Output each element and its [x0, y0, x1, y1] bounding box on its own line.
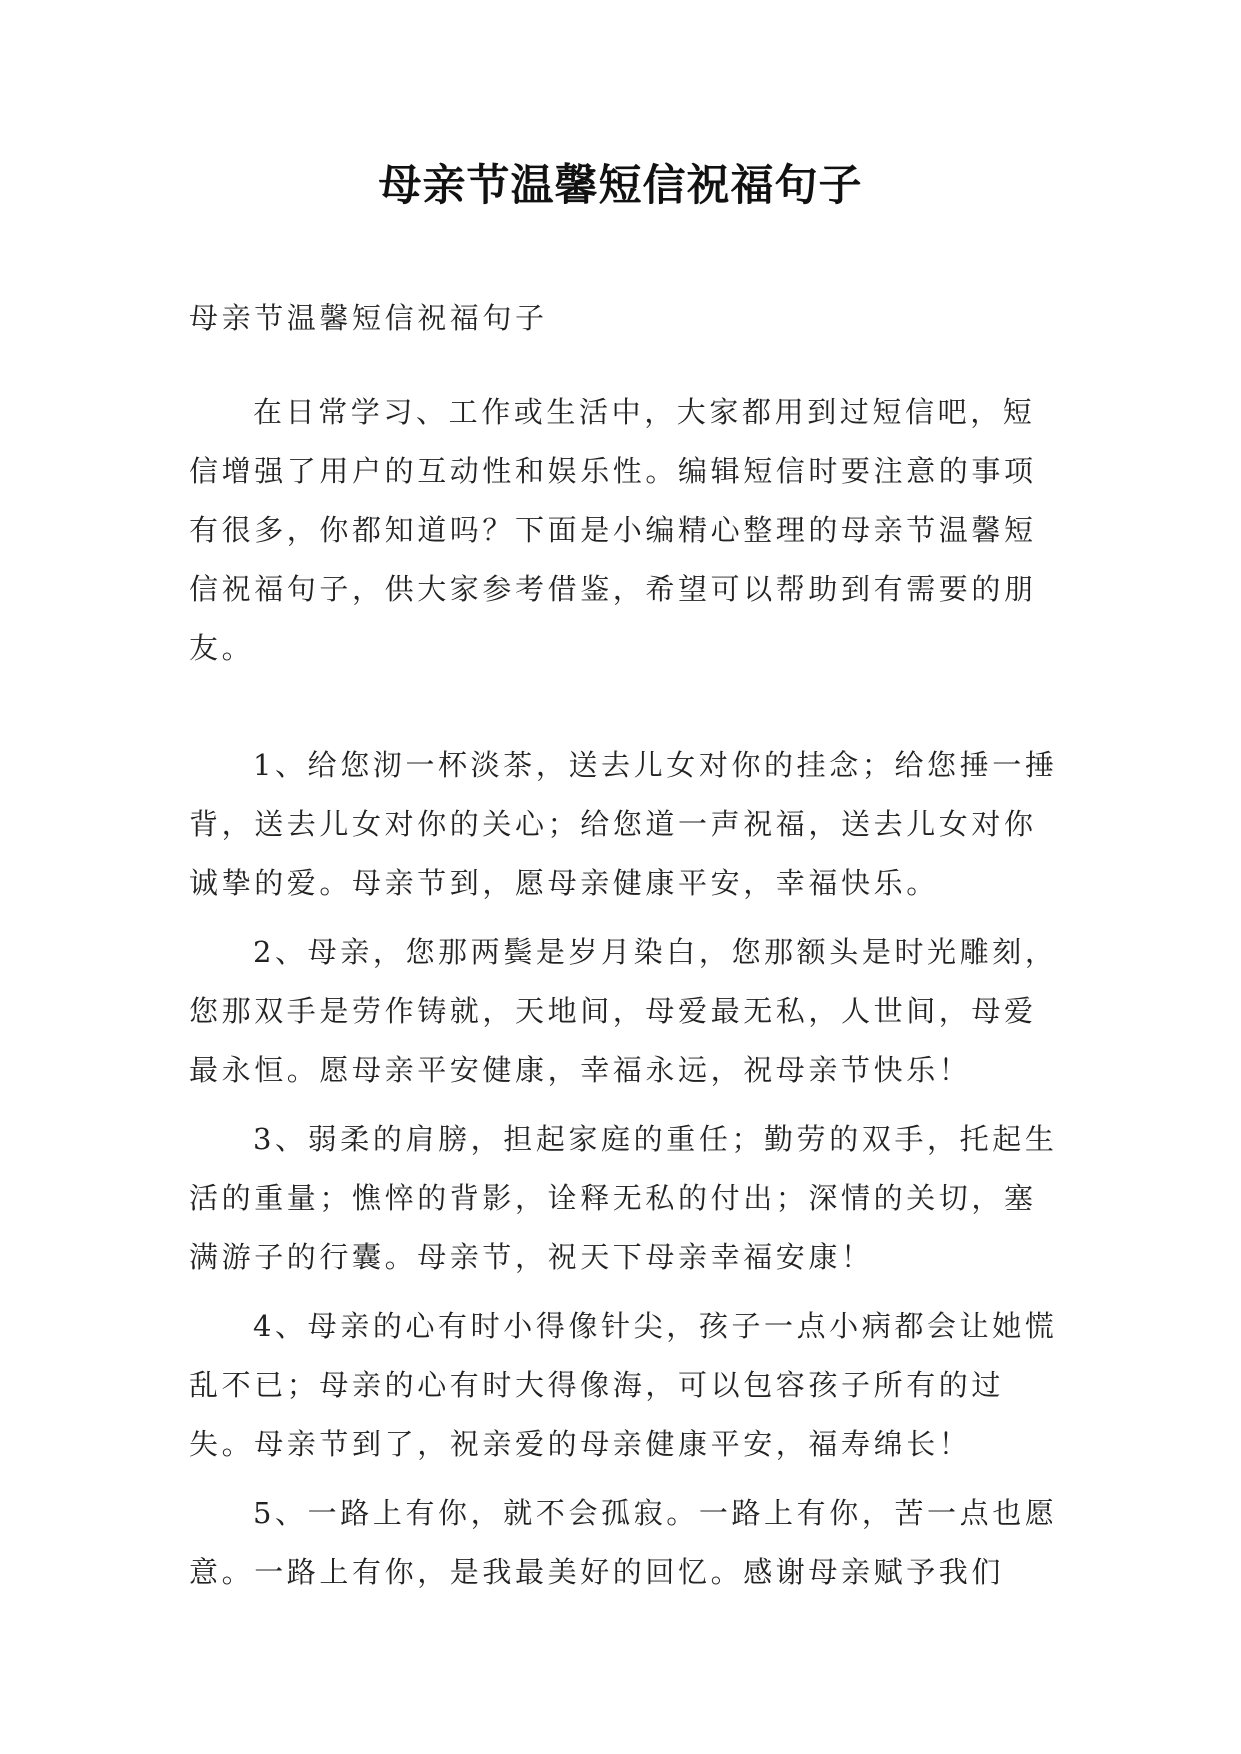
document-subtitle: 母亲节温馨短信祝福句子: [189, 301, 548, 335]
blessing-item-4: 4、母亲的心有时小得像针尖，孩子一点小病都会让她慌乱不已；母亲的心有时大得像海，可以包容孩子所有的过失。母亲节到了，祝亲爱的母亲健康平安，福寿绵长！: [189, 1309, 1058, 1461]
intro-paragraph: 在日常学习、工作或生活中，大家都用到过短信吧，短信增强了用户的互动性和娱乐性。编辑短信时要注意的事项有很多，你都知道吗？下面是小编精心整理的母亲节温馨短信祝福句子，供大家参考借鉴，希望可以帮助到有需要的朋友。: [189, 395, 1037, 665]
blessing-item-3: 3、弱柔的肩膀，担起家庭的重任；勤劳的双手，托起生活的重量；憔悴的背影，诠释无私的付出；深情的关切，塞满游子的行囊。母亲节，祝天下母亲幸福安康！: [189, 1122, 1058, 1274]
blessing-item-1: 1、给您沏一杯淡茶，送去儿女对你的挂念；给您捶一捶背，送去儿女对你的关心；给您道一声祝福，送去儿女对你诚挚的爱。母亲节到，愿母亲健康平安，幸福快乐。: [189, 748, 1058, 900]
document-body: [189, 289, 1059, 1612]
blessing-item-2: 2、母亲，您那两鬓是岁月染白，您那额头是时光雕刻，您那双手是劳作铸就，天地间，母爱最无私，人世间，母爱最永恒。愿母亲平安健康，幸福永远，祝母亲节快乐！: [189, 935, 1058, 1087]
document-title: 母亲节温馨短信祝福句子: [378, 161, 863, 211]
blessing-item-5: 5、一路上有你，就不会孤寂。一路上有你，苦一点也愿意。一路上有你，是我最美好的回忆。感谢母亲赋予我们: [189, 1496, 1058, 1589]
